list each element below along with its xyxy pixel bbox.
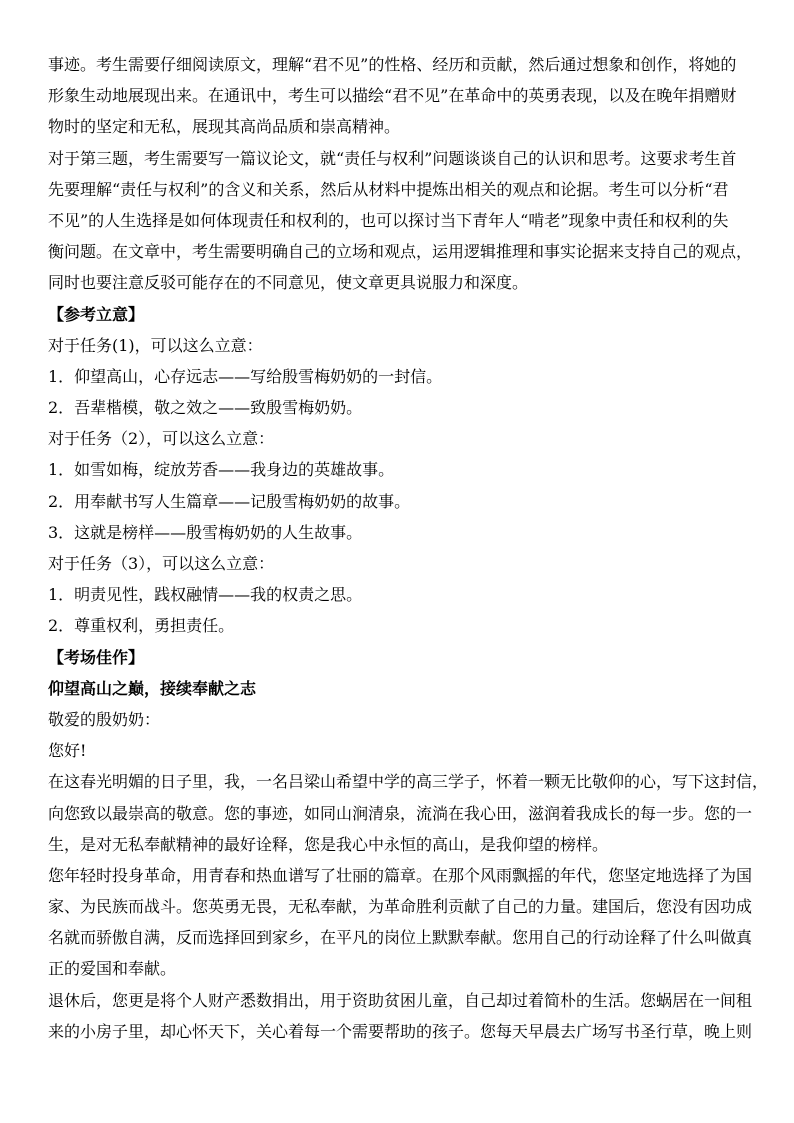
body-text-line: 对于任务（3），可以这么立意： [48, 554, 275, 573]
body-text-line: 在这春光明媚的日子里，我，一名吕梁山希望中学的高三学子，怀着一颗无比敬仰的心，写下这封信， [48, 772, 769, 792]
body-text-line: 先要理解“责任与权利”的含义和关系，然后从材料中提炼出相关的观点和论据。考生可以分析“君 [48, 179, 729, 199]
list-item: 1．如雪如梅，绽放芳香——我身边的英雄故事。 [48, 460, 395, 480]
list-item: 1．明责见性，践权融情——我的权责之思。 [48, 585, 363, 605]
body-text-line: 形象生动地展现出来。在通讯中，考生可以描绘“君不见”在革命中的英勇表现，以及在晚年捐赠财 [48, 86, 737, 106]
letter-salutation: 敬爱的殷奶奶： [48, 709, 161, 729]
body-text-line: 对于第三题，考生需要写一篇议论文，就“责任与权利”问题谈谈自己的认识和思考。这要求考生首 [48, 148, 737, 168]
body-text-line: 家、为民族而战斗。您英勇无畏，无私奉献，为革命胜利贡献了自己的力量。建国后，您没有因功成 [48, 897, 753, 917]
list-item: 1．仰望高山，心存远志——写给殷雪梅奶奶的一封信。 [48, 366, 443, 386]
list-item: 2．吾辈楷模，敬之效之——致殷雪梅奶奶。 [48, 398, 363, 418]
body-text-line: 来的小房子里，却心怀天下，关心着每一个需要帮助的孩子。您每天早晨去广场写书圣行草，晚上则 [48, 1021, 753, 1041]
document-page [48, 49, 770, 1047]
letter-greeting: 您好! [48, 741, 87, 761]
body-text-line: 对于任务（2），可以这么立意： [48, 429, 275, 449]
body-text-line: 生，是对无私奉献精神的最好诠释，您是我心中永恒的高山，是我仰望的榜样。 [48, 834, 609, 854]
body-text-line: 衡问题。在文章中，考生需要明确自己的立场和观点，运用逻辑推理和事实论据来支持自己的观点， [48, 242, 753, 262]
body-text-line: 名就而骄傲自满，反而选择回到家乡，在平凡的岗位上默默奉献。您用自己的行动诠释了什么叫做真 [48, 928, 753, 948]
list-item: 2．用奉献书写人生篇章——记殷雪梅奶奶的故事。 [48, 491, 411, 511]
body-text-line: 您年轻时投身革命，用青春和热血谱写了壮丽的篇章。在那个风雨飘摇的年代，您坚定地选择了为国 [48, 865, 753, 885]
body-text-line: 同时也要注意反驳可能存在的不同意见，使文章更具说服力和深度。 [48, 273, 529, 293]
body-text-line: 正的爱国和奉献。 [48, 959, 177, 979]
body-text-line: 退休后，您更是将个人财产悉数捐出，用于资助贫困儿童，自己却过着简朴的生活。您蜗居在一间租 [48, 990, 753, 1010]
list-item: 2．尊重权利，勇担责任。 [48, 616, 235, 636]
essay-title: 仰望高山之巅，接续奉献之志 [48, 678, 257, 698]
list-item: 3．这就是榜样——殷雪梅奶奶的人生故事。 [48, 522, 363, 542]
body-text-line: 对于任务(1)，可以这么立意： [48, 335, 263, 355]
body-text-line: 不见”的人生选择是如何体现责任和权利的，也可以探讨当下青年人“啃老”现象中责任和权利的失 [48, 210, 729, 230]
body-text-line: 物时的坚定和无私，展现其高尚品质和崇高精神。 [48, 117, 401, 137]
body-text-line: 向您致以最崇高的敬意。您的事迹，如同山涧清泉，流淌在我心田，滋润着我成长的每一步。您的一 [48, 803, 753, 823]
section-heading: 【参考立意】 [48, 304, 145, 324]
body-text-line: 事迹。考生需要仔细阅读原文，理解“君不见”的性格、经历和贡献，然后通过想象和创作，将她的 [48, 55, 737, 74]
section-heading: 【考场佳作】 [48, 647, 145, 667]
